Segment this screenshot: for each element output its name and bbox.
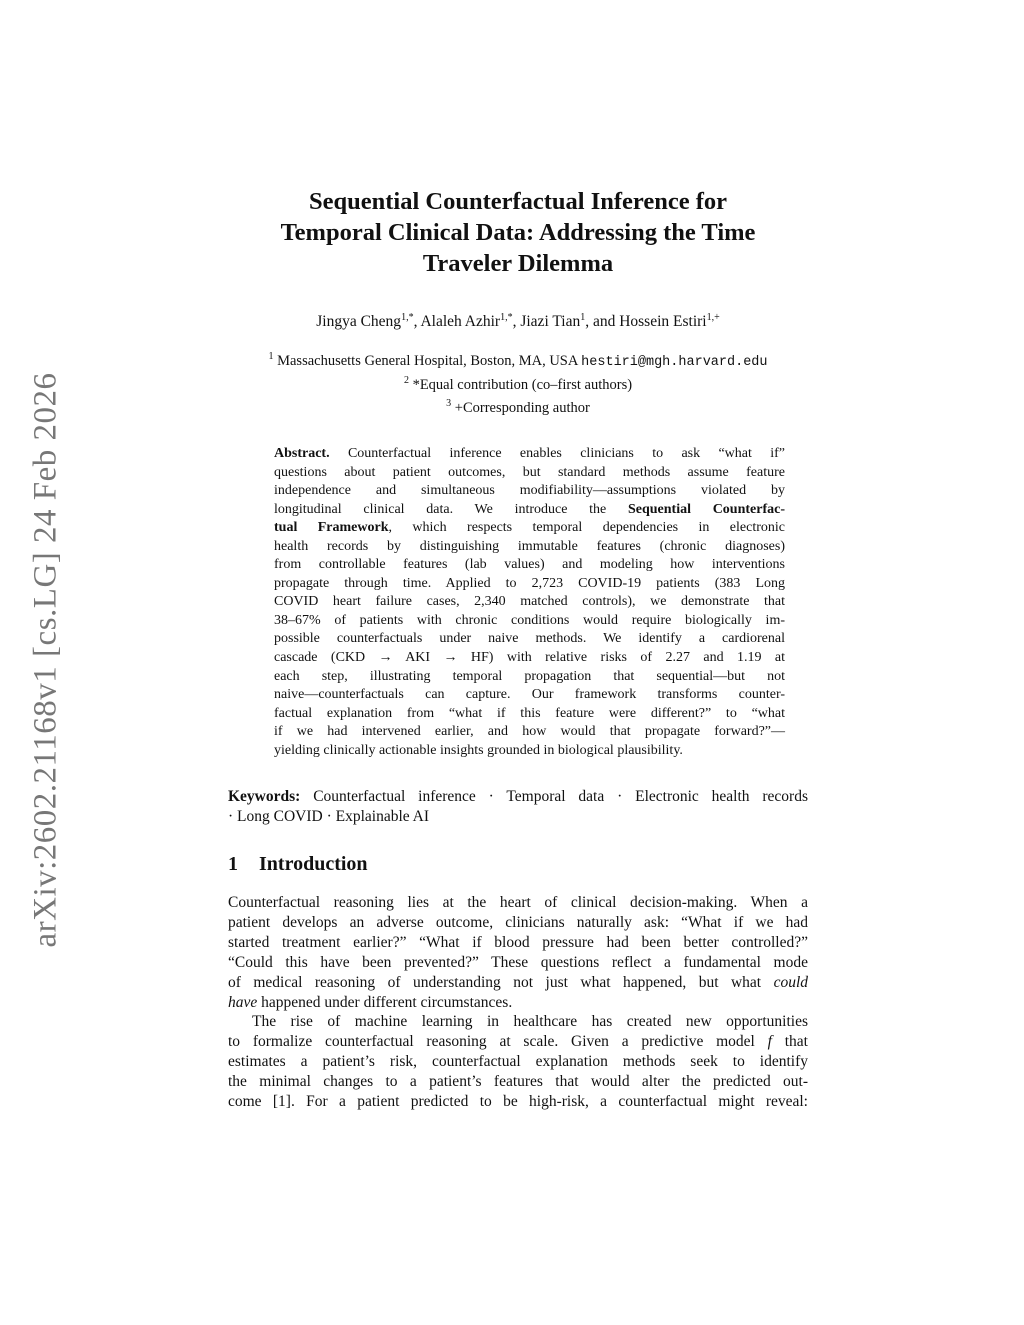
body-line [228, 973, 808, 993]
section-heading [228, 853, 368, 876]
framework-name: Sequential Counterfac- [627, 501, 786, 517]
affiliation-marker: 3 [446, 397, 452, 409]
abstract-line [274, 445, 785, 464]
body-text: happened under different circumstances. [261, 993, 513, 1011]
abstract-text: Counterfactual inference enables clinicians to ask “what if” [347, 446, 785, 461]
body-text: that [784, 1033, 808, 1051]
author-name: , and Hossein Estiri [585, 313, 707, 331]
abstract-label: Abstract. [274, 446, 330, 461]
affiliation-line [228, 395, 808, 417]
section-number: 1 [228, 853, 238, 875]
keywords-label: Keywords: [228, 788, 301, 805]
affiliation-line [228, 348, 808, 372]
affiliation-marker: 1 [268, 351, 274, 362]
arxiv-identifier-stamp: arXiv:2602.21168v1 [cs.LG] 24 Feb 2026 [27, 372, 64, 948]
abstract-line: health records by distinguishing immutable features (chronic diagnoses) [274, 538, 785, 554]
section-title: Introduction [259, 853, 368, 875]
abstract-line: yielding clinically actionable insights grounded in biological plausibility. [274, 742, 683, 758]
abstract-line: from controllable features (lab values) and modeling how interventions [274, 557, 785, 573]
abstract-line: questions about patient outcomes, but standard methods assume feature [274, 464, 785, 480]
title-line: Sequential Counterfactual Inference for [308, 188, 728, 215]
title-line: Traveler Dilemma [422, 250, 614, 277]
author-marker: 1 [580, 312, 586, 323]
abstract-line: cascade (CKD → AKI → HF) with relative risks of 2.27 and 1.19 at [274, 650, 785, 666]
author-marker: 1,* [500, 312, 513, 323]
body-text: of medical reasoning of understanding not just what happened, but what [228, 973, 762, 991]
author-name: , Jiazi Tian [512, 313, 581, 331]
body-line: come [1]. For a patient predicted to be high-risk, a counterfactual might reveal: [228, 1093, 808, 1111]
affiliation-marker: 2 [403, 375, 409, 387]
abstract-line [274, 519, 785, 538]
abstract-line: if we had intervened earlier, and how would that propagate forward?”— [274, 724, 785, 740]
abstract-text: , which respects temporal dependencies in electronic [388, 520, 785, 536]
abstract-line: factual explanation from “what if this feature were different?” to “what [274, 705, 785, 721]
contact-email[interactable]: hestiri@mgh.harvard.edu [581, 354, 768, 370]
affiliation-line [228, 372, 808, 394]
author-name: , Alaleh Azhir [413, 313, 501, 331]
abstract-line: naive—counterfactuals can capture. Our framework transforms counter- [274, 687, 785, 703]
affiliation-text: +Corresponding author [454, 399, 590, 416]
abstract [274, 445, 785, 760]
title-line: Temporal Clinical Data: Addressing the Time [280, 219, 756, 246]
emphasis: have [228, 993, 258, 1011]
abstract-line: possible counterfactuals under naive methods. We identify a cardiorenal [274, 631, 785, 647]
body-line: the minimal changes to a patient’s features that would alter the predicted out- [228, 1073, 808, 1091]
abstract-line: 38–67% of patients with chronic conditions would require biologically im- [274, 612, 785, 628]
body-line [228, 1032, 808, 1052]
affiliation-text: *Equal contribution (co–first authors) [412, 377, 633, 394]
keywords-line [228, 787, 808, 807]
body-line: The rise of machine learning in healthcare has created new opportunities [252, 1013, 808, 1031]
framework-name: tual Framework [274, 520, 389, 536]
body-text: to formalize counterfactual reasoning at scale. Given a predictive model [228, 1033, 755, 1051]
abstract-line: COVID heart failure cases, 2,340 matched controls), we demonstrate that [274, 594, 785, 610]
body-line: Counterfactual reasoning lies at the heart of clinical decision-making. When a [228, 894, 808, 911]
emphasis: could [773, 973, 808, 991]
abstract-line [274, 501, 785, 520]
author-list [228, 312, 808, 331]
abstract-line: independence and simultaneous modifiability—assumptions violated by [274, 483, 785, 499]
body-line: started treatment earlier?” “What if blood pressure had been better controlled?” [228, 933, 808, 951]
author-marker: 1,+ [706, 312, 720, 323]
body-line [228, 993, 808, 1013]
body-line: “Could this have been prevented?” These questions reflect a fundamental mode [228, 953, 808, 971]
body-line: patient develops an adverse outcome, clinicians naturally ask: “What if we had [228, 913, 808, 931]
affiliation-text: Massachusetts General Hospital, Boston, MA, USA [277, 352, 578, 369]
paper-title [228, 186, 808, 279]
keywords [228, 787, 808, 827]
abstract-text: longitudinal clinical data. We introduce the [274, 501, 607, 517]
affiliations [228, 348, 808, 417]
abstract-line: propagate through time. Applied to 2,723 COVID-19 patients (383 Long [274, 575, 785, 591]
keywords-line: · Long COVID · Explainable AI [228, 808, 430, 825]
author-name: Jingya Cheng [316, 313, 402, 331]
body-line: estimates a patient’s risk, counterfactual explanation methods seek to identify [228, 1053, 808, 1071]
author-marker: 1,* [401, 312, 414, 323]
keywords-text: Counterfactual inference · Temporal data · Electronic health records [313, 788, 808, 805]
abstract-line: each step, illustrating temporal propagation that sequential—but not [274, 668, 785, 684]
math-variable: f [767, 1033, 772, 1051]
introduction-body [228, 893, 808, 1112]
